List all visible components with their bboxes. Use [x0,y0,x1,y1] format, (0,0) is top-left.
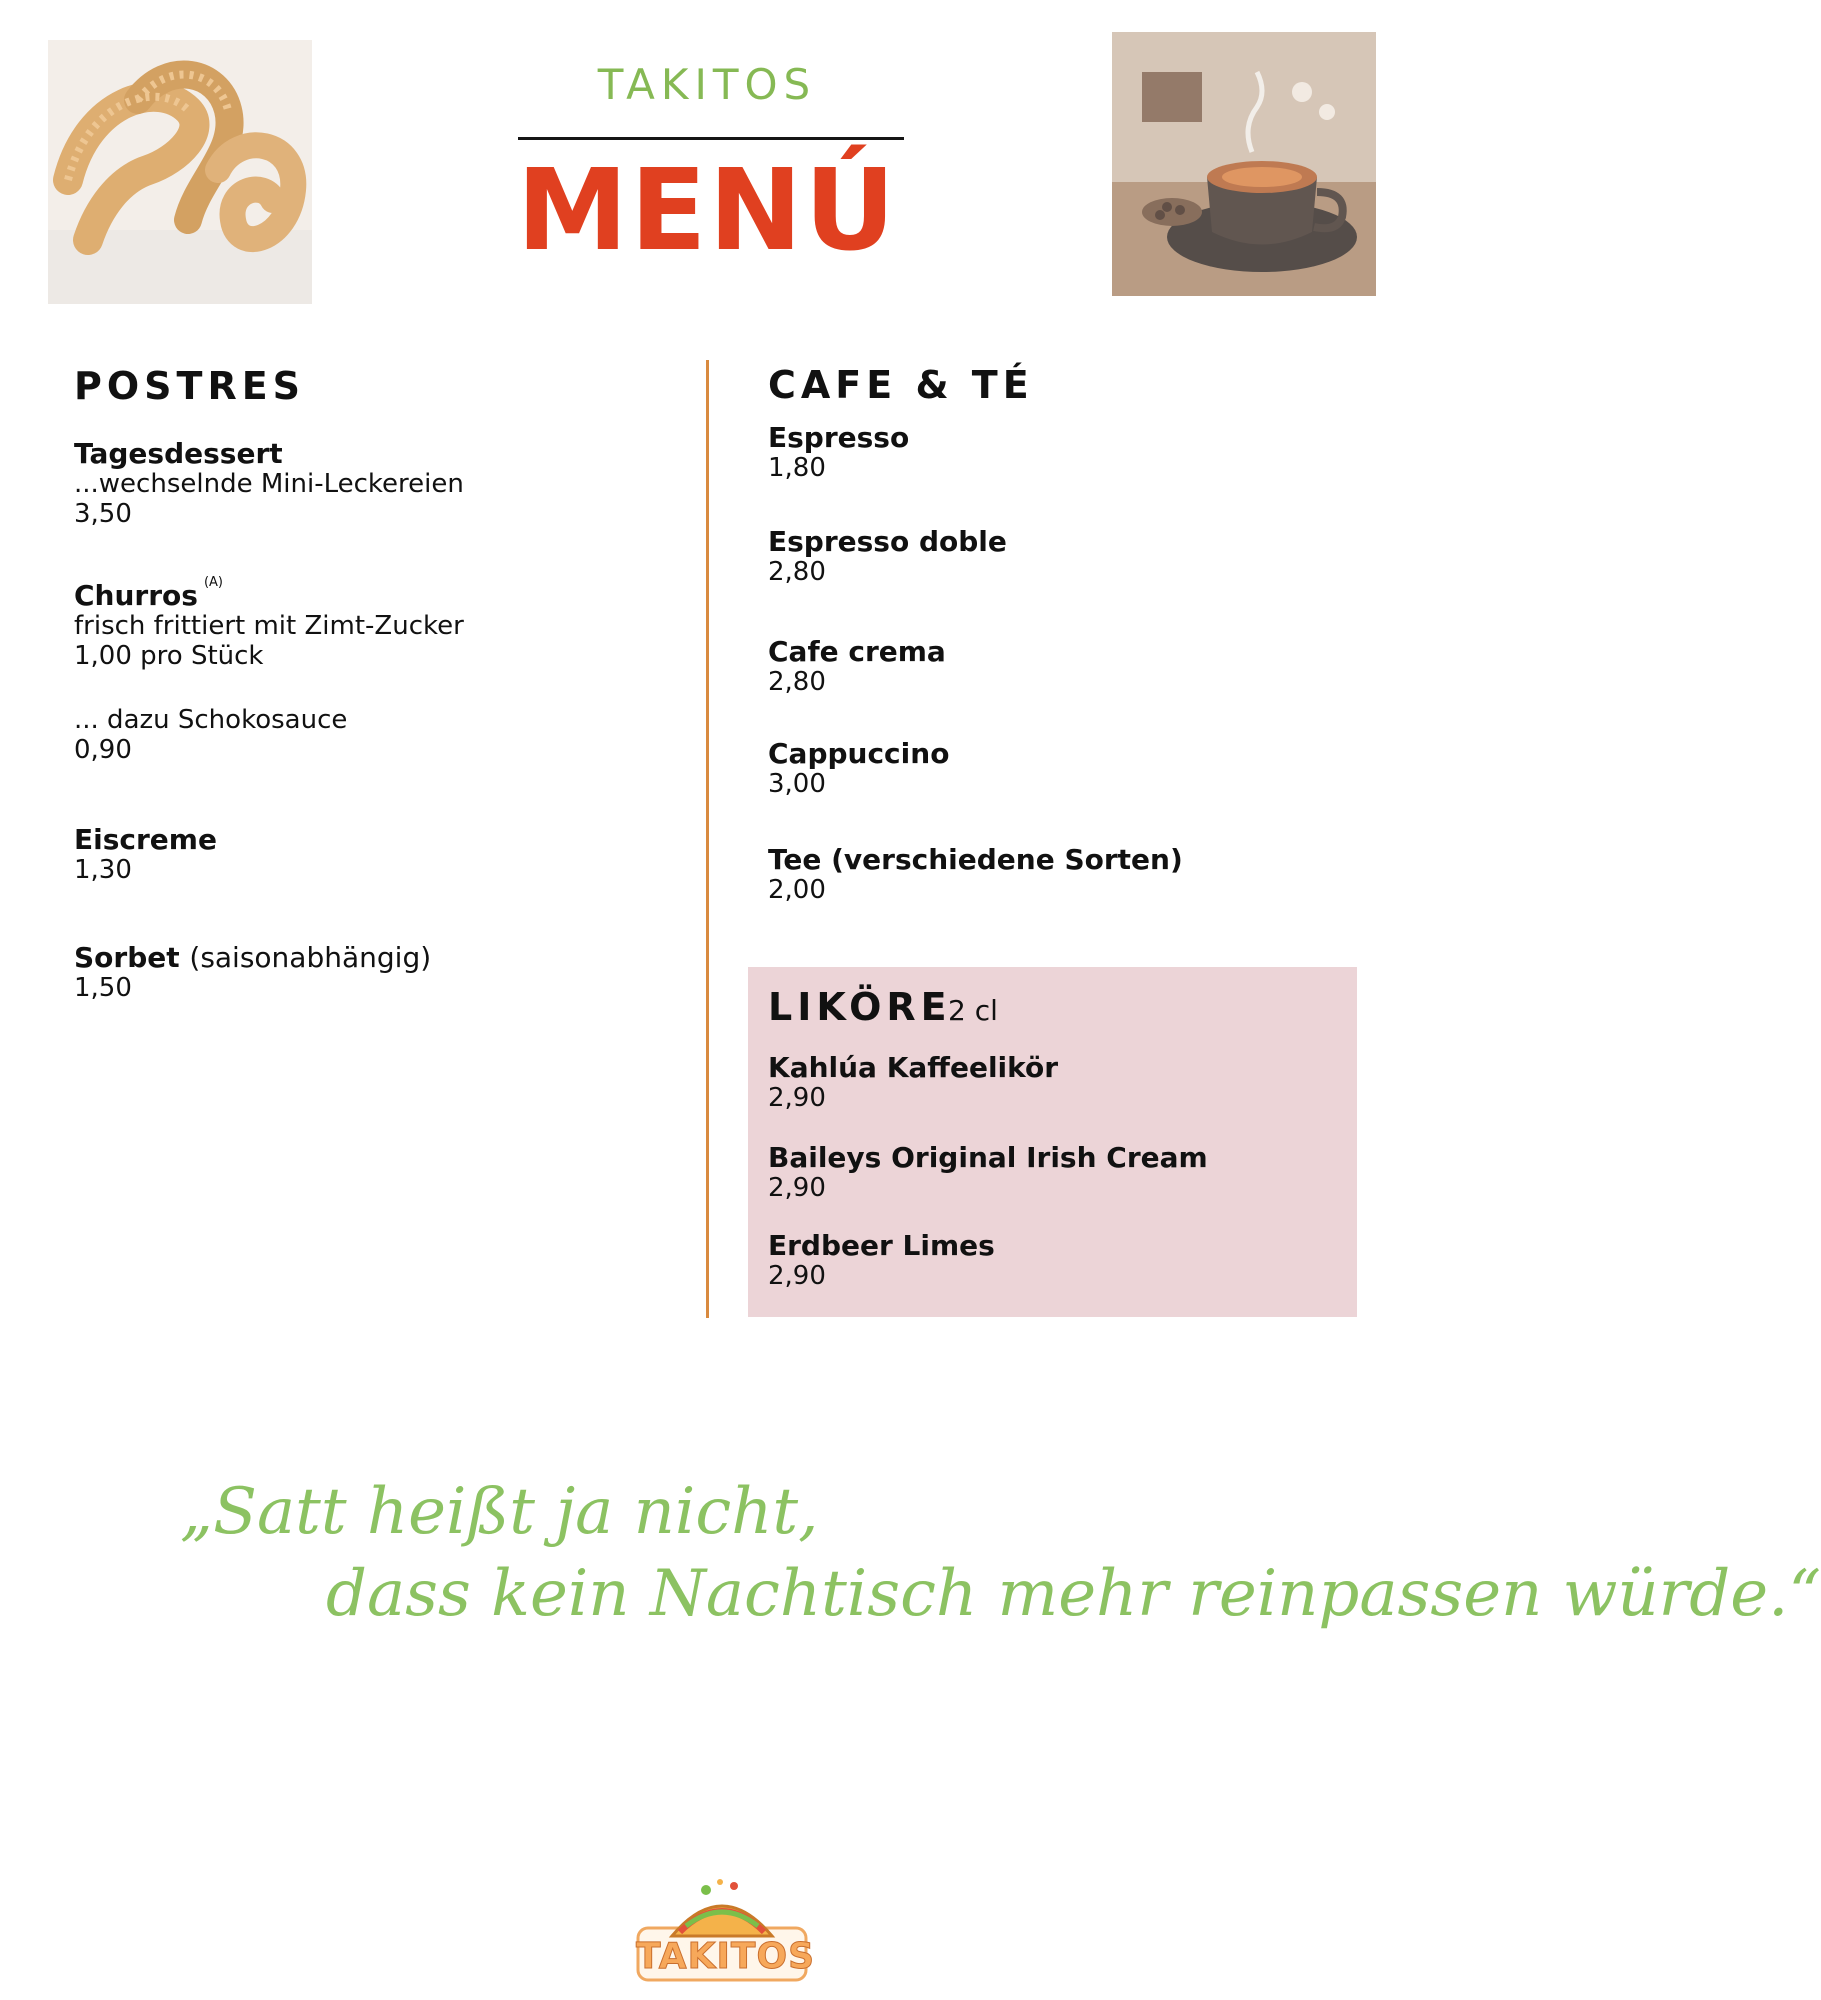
item-price: 2,00 [768,875,826,906]
menu-item-kahlua [768,1052,1058,1114]
brand-title: TAKITOS [597,60,817,109]
menu-item-espresso-doble [768,526,1007,588]
menu-item-churros [74,575,464,672]
item-price: 3,00 [768,769,826,800]
item-description: ... dazu Schokosauce [74,705,348,735]
quote-line-1: „Satt heißt ja nicht, [180,1475,819,1549]
item-price: 0,90 [74,734,132,765]
item-price: 1,30 [74,855,132,886]
item-price: 1,50 [74,973,132,1004]
menu-item-cappuccino [768,738,949,800]
likore-heading: LIKÖRE [768,985,952,1029]
menu-item-espresso [768,422,909,484]
item-price: 2,90 [768,1173,826,1204]
item-name-row [74,942,431,974]
item-price: 1,80 [768,453,826,484]
likore-unit: 2 cl [948,994,998,1027]
menu-item-cafe-crema [768,636,946,698]
item-name: Kahlúa Kaffeelikör [768,1051,1059,1084]
item-name: Tee (verschiedene Sorten) [768,843,1183,876]
postres-heading: POSTRES [74,364,306,408]
logo-text: TAKITOS [636,1936,816,1977]
item-name: Sorbet [74,941,180,974]
item-description: ...wechselnde Mini-Leckereien [74,469,464,500]
item-name: Eiscreme [74,823,217,856]
item-name: Churros [74,579,198,612]
item-price: 2,80 [768,557,826,588]
menu-item-eiscreme [74,824,217,886]
item-name: Espresso doble [768,525,1007,558]
item-name-row [74,575,464,612]
item-name: Espresso [768,421,910,454]
item-name: Cafe crema [768,635,946,668]
item-price: 1,00 pro Stück [74,641,264,672]
menu-item-tee [768,844,1183,906]
quote-line-2: dass kein Nachtisch mehr reinpassen würde.“ [326,1557,1821,1631]
item-name: Cappuccino [768,737,950,770]
item-description: frisch frittiert mit Zimt-Zucker [74,611,464,642]
takitos-logo [636,1876,816,1984]
header-rule [518,137,904,140]
item-price: 2,80 [768,667,826,698]
item-name: Erdbeer Limes [768,1229,995,1262]
item-name-extra: (saisonabhängig) [189,941,432,974]
item-price: 2,90 [768,1083,826,1114]
menu-item-tagesdessert [74,438,464,530]
item-name: Tagesdessert [74,437,283,470]
item-price: 2,90 [768,1261,826,1292]
cafe-heading: CAFE & TÉ [768,363,1034,407]
item-price: 3,50 [74,499,132,530]
menu-item-sorbet [74,942,431,1004]
item-name: Baileys Original Irish Cream [768,1141,1208,1174]
menu-item-baileys [768,1142,1208,1204]
menu-title: MENÚ [516,146,898,276]
menu-item-erdbeer [768,1230,995,1292]
menu-item-schokosauce [74,706,347,766]
allergen-note: (A) [203,575,223,590]
column-divider [706,360,709,1318]
